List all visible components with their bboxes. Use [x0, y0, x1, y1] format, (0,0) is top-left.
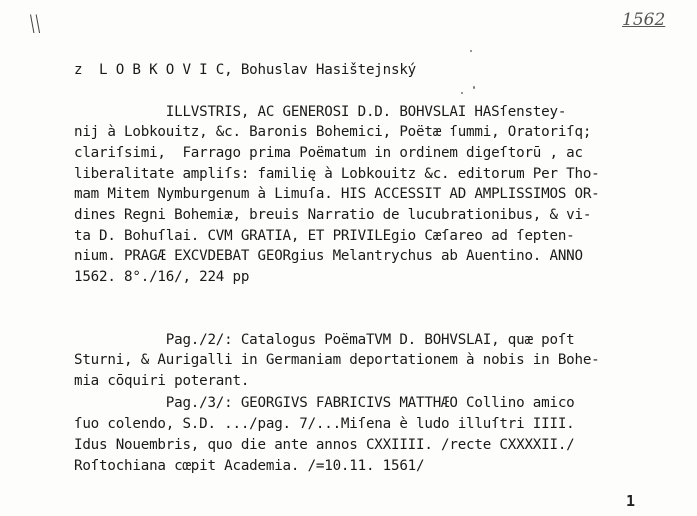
text-line: nium. PRAGÆ EXCVDEBAT GEORgius Melantrychus ab Auentino. ANNO [74, 248, 583, 264]
ink-speck [470, 50, 472, 52]
card-heading: z L O B K O V I C, Bohuslav Hasištejnský [74, 62, 417, 78]
text-line: mam Mitem Nymburgenum à Limuſa. HIS ACCESSIT AD AMPLISSIMOS OR- [74, 186, 600, 202]
text-line: clariſsimi, Farrago prima Poëmatum in ordinem digeſtorū , ac [74, 145, 583, 161]
text-line: ta D. Bohuſlai. CVM GRATIA, ET PRIVILEgio Cæſareo ad ſepten- [74, 228, 575, 244]
corner-mark-left: \\ [30, 12, 42, 37]
page-number: 1 [626, 492, 636, 510]
text-line: Pag./2/: Catalogus PoëmaTVM D. BOHVSLAI, quæ poſt [74, 332, 575, 348]
ink-speck [473, 86, 475, 89]
text-line: 1562. 8°./16/, 224 pp [74, 269, 250, 285]
corner-mark-right: 1562 [622, 10, 666, 30]
text-line: Sturni, & Aurigalli in Germaniam deportationem à nobis in Bohe- [74, 352, 600, 368]
text-line: ILLVSTRIS, AC GENEROSI D.D. BOHVSLAI HASſenstey- [74, 104, 567, 120]
text-line: Idus Nouembris, quo die ante annos CXXIIII. /recte CXXXXII./ [74, 437, 575, 453]
text-line: nij à Lobkouitz, &c. Baronis Bohemici, Poëtæ ſummi, Oratoriſq; [74, 124, 592, 140]
ink-speck [461, 92, 463, 94]
text-line: ſuo colendo, S.D. .../pag. 7/...Miſena è ludo illuſtri IIII. [74, 416, 575, 432]
text-line: mia cōquiri poterant. [74, 373, 250, 389]
text-line: liberalitate ampliſs: familię à Lobkouitz &c. editorum Per Tho- [74, 166, 600, 182]
text-line: Roſtochiana cœpit Academia. /=10.11. 1561/ [74, 458, 425, 474]
text-line: dines Regni Bohemiæ, breuis Narratio de lucubrationibus, & vi- [74, 207, 592, 223]
text-line: Pag./3/: GEORGIVS FABRICIVS MATTHÆO Collino amico [74, 395, 575, 411]
